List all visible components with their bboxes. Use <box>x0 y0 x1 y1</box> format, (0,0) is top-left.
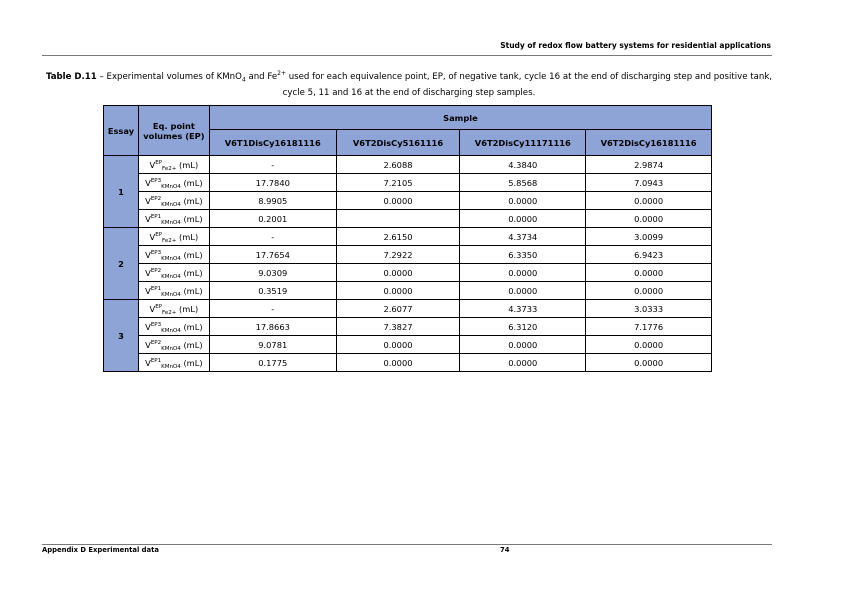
volumes-table <box>103 105 712 372</box>
eq-point-label: $V^{EP2}_{KMnO4}$ (mL) <box>138 192 209 210</box>
eq-point-header: Eq. point volumes (EP) <box>138 106 209 156</box>
table-cell: 2.6150 <box>336 228 460 246</box>
eq-point-label: $V^{EP}_{Fe2+}$ (mL) <box>138 156 209 174</box>
table-row <box>104 246 712 264</box>
eq-point-label: $V^{EP1}_{KMnO4}$ (mL) <box>138 282 209 300</box>
table-cell: 3.0333 <box>586 300 712 318</box>
sample-column-header: V6T2DisCy5161116 <box>336 130 460 156</box>
table-cell: 2.9874 <box>586 156 712 174</box>
unit-label: (mL) <box>179 231 199 242</box>
table-cell: 4.3733 <box>460 300 586 318</box>
table-cell: 5.8568 <box>460 174 586 192</box>
ep-superscript: EP3 <box>150 177 162 184</box>
unit-label: (mL) <box>183 177 203 188</box>
table-cell: 0.0000 <box>336 264 460 282</box>
eq-point-label: $V^{EP1}_{KMnO4}$ (mL) <box>138 210 209 228</box>
table-cell: 9.0309 <box>209 264 336 282</box>
table-cell: 0.0000 <box>460 210 586 228</box>
species-subscript: KMnO4 <box>161 183 181 190</box>
table-row <box>104 300 712 318</box>
sample-column-header: V6T2DisCy16181116 <box>586 130 712 156</box>
species-subscript: KMnO4 <box>161 219 181 226</box>
table-cell: 0.0000 <box>460 264 586 282</box>
table-cell: 6.3350 <box>460 246 586 264</box>
sample-header: Sample <box>209 106 711 130</box>
essay-number: 2 <box>104 228 139 300</box>
ep-superscript: EP2 <box>150 195 162 202</box>
unit-label: (mL) <box>183 339 203 350</box>
table-cell: 0.0000 <box>460 336 586 354</box>
table-cell: 0.3519 <box>209 282 336 300</box>
ep-superscript: EP3 <box>150 321 162 328</box>
species-subscript: KMnO4 <box>161 291 181 298</box>
ep-superscript: EP3 <box>150 249 162 256</box>
unit-label: (mL) <box>183 249 203 260</box>
header-rule <box>42 55 772 56</box>
ep-superscript: EP2 <box>150 339 162 346</box>
footer-rule <box>42 544 772 545</box>
ep-superscript: EP <box>155 231 163 238</box>
essay-header: Essay <box>104 106 139 156</box>
unit-label: (mL) <box>183 357 203 368</box>
table-cell: 17.8663 <box>209 318 336 336</box>
unit-label: (mL) <box>183 321 203 332</box>
table-cell: 0.0000 <box>586 354 712 372</box>
table-row <box>104 354 712 372</box>
table-cell: - <box>209 156 336 174</box>
ep-superscript: EP2 <box>150 267 162 274</box>
table-cell: 0.0000 <box>586 264 712 282</box>
table-cell: 0.0000 <box>586 282 712 300</box>
sample-column-header: V6T1DisCy16181116 <box>209 130 336 156</box>
page-number: 74 <box>500 546 510 554</box>
table-cell: 7.0943 <box>586 174 712 192</box>
species-subscript: KMnO4 <box>161 201 181 208</box>
running-header: Study of redox flow battery systems for residential applications <box>500 41 771 50</box>
table-cell: 0.0000 <box>336 282 460 300</box>
table-row <box>104 174 712 192</box>
table-cell: 7.2922 <box>336 246 460 264</box>
table-cell: 0.0000 <box>586 210 712 228</box>
eq-point-label: $V^{EP}_{Fe2+}$ (mL) <box>138 300 209 318</box>
table-cell: 4.3734 <box>460 228 586 246</box>
table-cell: 7.1776 <box>586 318 712 336</box>
caption-lead: Table D.11 <box>45 72 97 82</box>
species-subscript: KMnO4 <box>161 363 181 370</box>
table-cell: 3.0099 <box>586 228 712 246</box>
table-cell: 17.7654 <box>209 246 336 264</box>
table-cell: 4.3840 <box>460 156 586 174</box>
table-cell: - <box>209 300 336 318</box>
table-cell: 0.0000 <box>336 192 460 210</box>
table-row <box>104 318 712 336</box>
caption-sup-1: 2+ <box>277 70 286 78</box>
ep-superscript: EP <box>155 159 163 166</box>
table-cell: 0.0000 <box>336 336 460 354</box>
table-cell: 0.0000 <box>460 354 586 372</box>
table-cell: 0.0000 <box>586 336 712 354</box>
ep-superscript: EP1 <box>150 357 162 364</box>
table-row <box>104 210 712 228</box>
eq-point-label: $V^{EP2}_{KMnO4}$ (mL) <box>138 336 209 354</box>
table-cell: 2.6088 <box>336 156 460 174</box>
species-subscript: KMnO4 <box>161 255 181 262</box>
species-subscript: KMnO4 <box>161 345 181 352</box>
caption-text-3: used for each equivalence point, EP, of negative tank, cycle 16 at the end of discharging step and positive tank, cycle 5, 11 and 16 at the end of discharging step samples. <box>282 72 773 98</box>
table-row <box>104 228 712 246</box>
species-subscript: Fe2+ <box>162 309 177 316</box>
table-cell: 7.3827 <box>336 318 460 336</box>
caption-text-2: and Fe <box>245 72 278 82</box>
unit-label: (mL) <box>179 303 199 314</box>
eq-point-label: $V^{EP3}_{KMnO4}$ (mL) <box>138 318 209 336</box>
eq-point-label: $V^{EP1}_{KMnO4}$ (mL) <box>138 354 209 372</box>
species-subscript: KMnO4 <box>161 327 181 334</box>
ep-superscript: EP1 <box>150 213 162 220</box>
footer-label: Appendix D Experimental data <box>42 546 159 554</box>
species-subscript: Fe2+ <box>162 165 177 172</box>
table-cell: 0.2001 <box>209 210 336 228</box>
caption-sub-1: 4 <box>241 76 246 84</box>
table-cell: 9.0781 <box>209 336 336 354</box>
species-subscript: KMnO4 <box>161 273 181 280</box>
eq-point-label: $V^{EP2}_{KMnO4}$ (mL) <box>138 264 209 282</box>
eq-point-label: $V^{EP3}_{KMnO4}$ (mL) <box>138 246 209 264</box>
table-cell: 2.6077 <box>336 300 460 318</box>
table-row <box>104 282 712 300</box>
essay-number: 3 <box>104 300 139 372</box>
table-row <box>104 336 712 354</box>
table-cell: - <box>209 228 336 246</box>
eq-point-label: $V^{EP}_{Fe2+}$ (mL) <box>138 228 209 246</box>
table-cell <box>336 210 460 228</box>
table-cell: 0.0000 <box>336 354 460 372</box>
unit-label: (mL) <box>179 159 199 170</box>
table-row <box>104 192 712 210</box>
table-cell: 6.9423 <box>586 246 712 264</box>
table-cell: 0.0000 <box>460 282 586 300</box>
table-caption <box>44 69 774 101</box>
essay-number: 1 <box>104 156 139 228</box>
ep-superscript: EP <box>155 303 163 310</box>
table-cell: 7.2105 <box>336 174 460 192</box>
table-cell: 6.3120 <box>460 318 586 336</box>
species-subscript: Fe2+ <box>162 237 177 244</box>
table-cell: 0.0000 <box>586 192 712 210</box>
ep-superscript: EP1 <box>150 285 162 292</box>
table-row <box>104 264 712 282</box>
table-cell: 8.9905 <box>209 192 336 210</box>
caption-text-1: – Experimental volumes of KMnO <box>96 72 242 82</box>
unit-label: (mL) <box>183 195 203 206</box>
eq-point-label: $V^{EP3}_{KMnO4}$ (mL) <box>138 174 209 192</box>
unit-label: (mL) <box>183 285 203 296</box>
unit-label: (mL) <box>183 267 203 278</box>
table-cell: 0.1775 <box>209 354 336 372</box>
unit-label: (mL) <box>183 213 203 224</box>
table-row <box>104 156 712 174</box>
table-cell: 17.7840 <box>209 174 336 192</box>
table-cell: 0.0000 <box>460 192 586 210</box>
sample-column-header: V6T2DisCy11171116 <box>460 130 586 156</box>
